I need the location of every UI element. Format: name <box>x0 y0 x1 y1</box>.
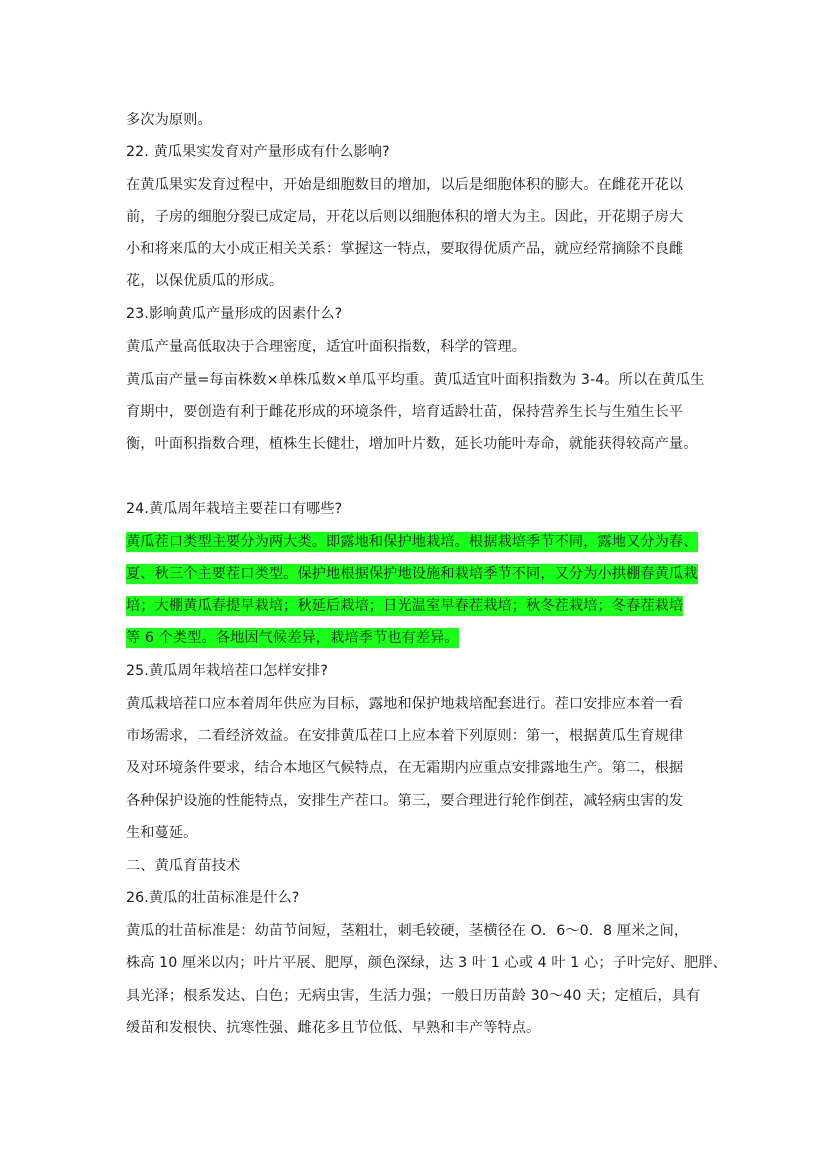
paragraph-line: 衡，叶面积指数合理，植株生长健壮，增加叶片数，延长功能叶寿命，就能获得较高产量。 <box>126 436 698 452</box>
highlighted-paragraph-line <box>126 532 698 552</box>
highlighted-text: 等 6 个类型。各地因气候差异，栽培季节也有差异。 <box>126 630 459 646</box>
paragraph-line: 株高 10 厘米以内；叶片平展、肥厚，颜色深绿，达 3 叶 1 心或 4 叶 1 心；子叶完好、肥胖、 <box>126 955 727 971</box>
paragraph-line: 及对环境条件要求，结合本地区气候特点，在无霜期内应重点安排露地生产。第二，根据 <box>126 760 684 776</box>
paragraph-line: 花，以保优质瓜的形成。 <box>126 273 284 289</box>
paragraph-line: 黄瓜亩产量=每亩株数×单株瓜数×单瓜平均重。黄瓜适宜叶面积指数为 3-4。所以在黄瓜生 <box>126 372 705 388</box>
paragraph-line: 多次为原则。 <box>126 112 212 128</box>
paragraph-line: 黄瓜产量高低取决于合理密度，适宜叶面积指数，科学的管理。 <box>126 339 527 355</box>
paragraph-line: 市场需求，二看经济效益。在安排黄瓜茬口上应本着下列原则：第一，根据黄瓜生育规律 <box>126 728 684 744</box>
highlighted-paragraph-line <box>126 596 683 616</box>
paragraph-line: 黄瓜栽培茬口应本着周年供应为目标，露地和保护地栽培配套进行。茬口安排应本着一看 <box>126 696 684 712</box>
question-heading-22: 22. 黄瓜果实发育对产量形成有什么影响? <box>126 144 390 160</box>
paragraph-line: 小和将来瓜的大小成正相关关系：掌握这一特点，要取得优质产品，就应经常摘除不良雌 <box>126 241 684 257</box>
highlighted-text: 黄瓜茬口类型主要分为两大类。即露地和保护地栽培。根据栽培季节不同，露地又分为春、 <box>126 534 698 550</box>
section-heading: 二、黄瓜育苗技术 <box>126 858 241 874</box>
paragraph-line: 具光泽；根系发达、白色；无病虫害，生活力强；一般日历苗龄 30～40 天；定植后，具有 <box>126 988 701 1004</box>
question-heading-24: 24.黄瓜周年栽培主要茬口有哪些? <box>126 501 343 517</box>
question-heading-23: 23.影响黄瓜产量形成的因素什么? <box>126 306 343 322</box>
paragraph-line: 各种保护设施的性能特点，安排生产茬口。第三，要合理进行轮作倒茬，减轻病虫害的发 <box>126 793 684 809</box>
highlighted-paragraph-line <box>126 628 459 648</box>
question-heading-25: 25.黄瓜周年栽培茬口怎样安排? <box>126 663 328 679</box>
paragraph-line: 缓苗和发根快、抗寒性强、雌花多且节位低、早熟和丰产等特点。 <box>126 1020 541 1036</box>
paragraph-line: 黄瓜的壮苗标准是：幼苗节间短，茎粗壮，刺毛较硬，茎横径在 O．6～0．8 厘米之间， <box>126 923 689 939</box>
paragraph-line: 在黄瓜果实发育过程中，开始是细胞数目的增加，以后是细胞体积的膨大。在雌花开花以 <box>126 177 684 193</box>
highlighted-paragraph-line <box>126 564 698 584</box>
paragraph-line: 育期中，要创造有利于雌花形成的环境条件，培育适龄壮苗，保持营养生长与生殖生长平 <box>126 404 684 420</box>
paragraph-line: 前，子房的细胞分裂已成定局，开花以后则以细胞体积的增大为主。因此，开花期子房大 <box>126 209 684 225</box>
highlighted-text: 夏、秋三个主要茬口类型。保护地根据保护地设施和栽培季节不同，又分为小拱棚春黄瓜栽 <box>126 566 698 582</box>
highlighted-text: 培；大棚黄瓜春提早栽培；秋延后栽培；日光温室早春茬栽培；秋冬茬栽培；冬春茬栽培 <box>126 598 684 614</box>
question-heading-26: 26.黄瓜的壮苗标准是什么? <box>126 890 300 906</box>
paragraph-line: 生和蔓延。 <box>126 825 198 841</box>
